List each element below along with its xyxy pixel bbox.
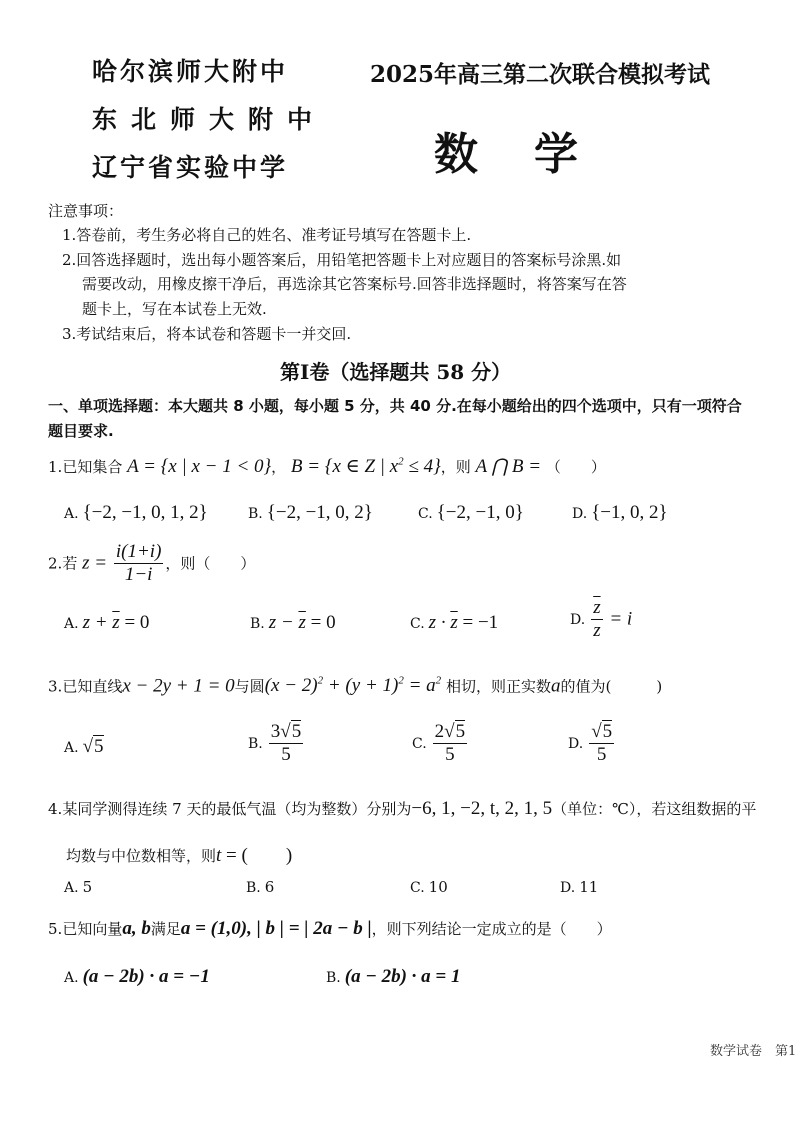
- option-3B: B. $\frac{3√5}{5}$: [248, 721, 302, 765]
- question-stem: ，则: [440, 458, 471, 476]
- question-1: [48, 455, 606, 478]
- option-1A: A. {−2, −1, 0, 1, 2}: [64, 502, 208, 523]
- notes-title: 注意事项：: [48, 202, 124, 220]
- option-4D: D. 11: [560, 878, 599, 896]
- option-2D: D. $\frac{\overline{z}}{z}$ = i: [570, 597, 633, 641]
- option-1D: D. {−1, 0, 2}: [572, 502, 668, 523]
- option-1C: C. {−2, −1, 0}: [418, 502, 524, 523]
- answer-blank: （ ）: [545, 458, 606, 476]
- option-3D: D. $\frac{√5}{5}$: [568, 721, 613, 765]
- option-4A: A. 5: [64, 878, 93, 896]
- question-number: 3.: [48, 677, 63, 696]
- note-item-3: 3.考试结束后，将本试卷和答题卡一并交回.: [62, 325, 352, 343]
- question-3: 3.已知直线x − 2y + 1 = 0与圆$(x - 2)^2 + (y + 1)^2 = a^2$ 相切，则正实数a的值为( ): [48, 675, 663, 697]
- school-name-2: 东北师大附中: [92, 105, 327, 134]
- option-5B: B. (a − 2b) · a = 1: [326, 966, 461, 987]
- school-name-3: 辽宁省实验中学: [92, 153, 289, 182]
- math-expr: A = {x | x − 1 < 0}: [127, 456, 272, 477]
- option-5A: A. (a − 2b) · a = −1: [64, 966, 210, 987]
- question-4-cont: 均数与中位数相等，则t = ( ): [66, 845, 293, 866]
- option-1B: B. {−2, −1, 0, 2}: [248, 502, 373, 523]
- question-5: 5.已知向量a, b满足a = (1,0), | b | = | 2a − b |，则下列结论一定成立的是（ ）: [48, 918, 612, 939]
- question-number: 4.: [48, 800, 63, 818]
- note-item-2-cont: 需要改动，用橡皮擦干净后，再选涂其它答案标号.回答非选择题时，将答案写在答: [82, 275, 627, 293]
- note-item-1: 1.答卷前，考生务必将自己的姓名、准考证号填写在答题卡上.: [62, 226, 472, 244]
- math-expr: B = {x ∈ Z | $x^2 \le 4$}: [290, 455, 441, 477]
- note-item-2-cont2: 题卡上，写在本试卷上无效.: [82, 300, 267, 318]
- math-expr: A ⋂ B =: [475, 456, 542, 477]
- option-2B: B. $z - \overline{z} = 0$: [250, 612, 336, 633]
- option-3C: C. $\frac{2√5}{5}$: [412, 721, 466, 765]
- page-footer: 数学试卷 第1: [710, 1044, 797, 1059]
- part-title: 第Ⅰ卷（选择题共 58 分）: [280, 360, 512, 384]
- section-heading: 一、单项选择题：本大题共 8 小题，每小题 5 分，共 40 分.在每小题给出的四个选项中，只有一项符合: [48, 397, 742, 415]
- school-name-1: 哈尔滨师大附中: [92, 57, 289, 86]
- option-4B: B. 6: [246, 878, 275, 896]
- question-stem: 已知集合: [62, 458, 123, 476]
- fraction: $\frac{i(1+i)}{1-i}$: [115, 541, 162, 585]
- option-4C: C. 10: [410, 878, 448, 896]
- separator: ，: [271, 458, 287, 476]
- option-3A: A. √5: [64, 736, 104, 757]
- note-item-2: 2.回答选择题时，选出每小题答案后，用铅笔把答题卡上对应题目的答案标号涂黑.如: [62, 251, 622, 269]
- section-heading-cont: 题目要求.: [48, 422, 114, 440]
- question-2: 2.若 z = $\frac{i(1+i)}{1-i}$ ，则（ ）: [48, 541, 256, 585]
- question-4: 4.某同学测得连续 7 天的最低气温（均为整数）分别为−6, 1, −2, t, 2, 1, 5（单位：℃），若这组数据的平: [48, 798, 757, 819]
- option-2C: C. $z \cdot \overline{z} = -1$: [410, 612, 499, 633]
- subject-title: 数学: [434, 129, 634, 180]
- exam-title: 2025年高三第二次联合模拟考试: [370, 61, 711, 88]
- question-number: 1.: [48, 458, 63, 476]
- question-number: 2.: [48, 554, 63, 573]
- option-2A: A. $z + \overline{z} = 0$: [64, 612, 150, 633]
- question-number: 5.: [48, 920, 63, 938]
